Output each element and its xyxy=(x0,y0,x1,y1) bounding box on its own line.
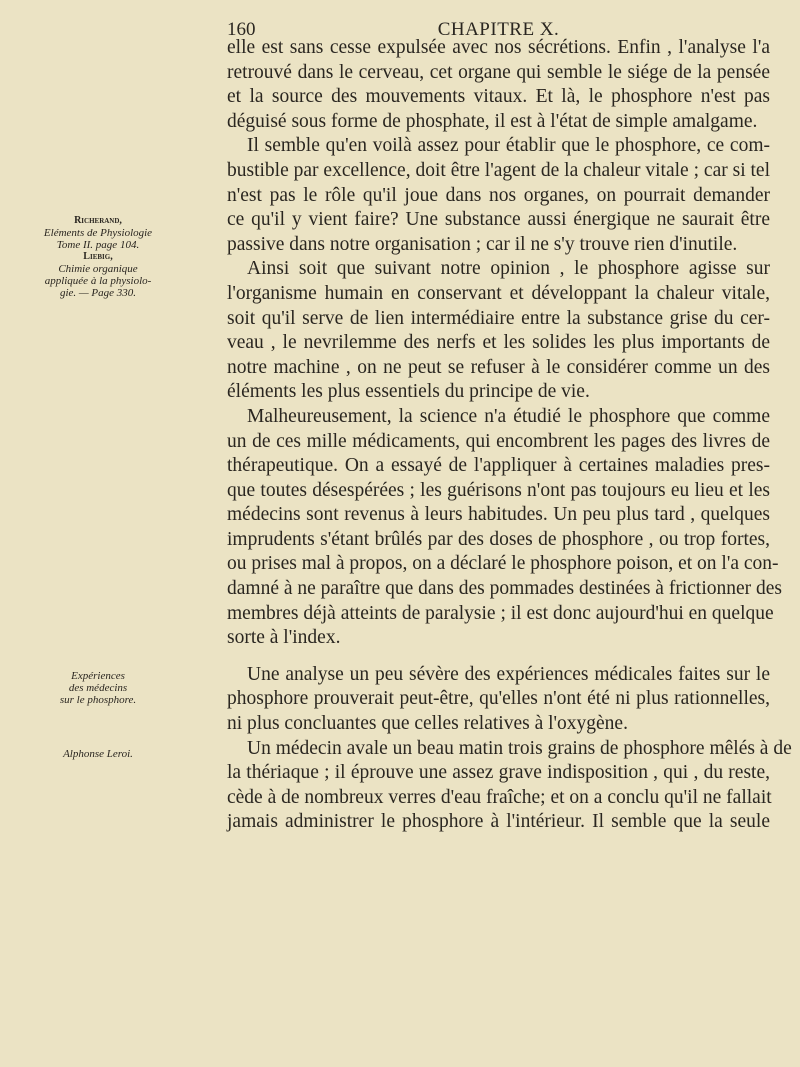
text-line: bustible par excellence, doit être l'agent de la chaleur vitale ; car si tel xyxy=(227,159,770,181)
text-line: ce qu'il y vient faire? Une substance aussi énergique ne saurait être xyxy=(227,209,770,231)
text-line: elle est sans cesse expulsée avec nos sécrétions. Enfin , l'analyse l'a xyxy=(227,37,770,58)
text-line: passive dans notre organisation ; car il ne s'y trouve rien d'inutile. xyxy=(227,233,738,255)
margin-note-experiences xyxy=(28,670,168,706)
text-line: cède à de nombreux verres d'eau fraîche; et on a conclu qu'il ne fallait xyxy=(227,786,772,808)
paragraph xyxy=(227,663,770,737)
text-line: soit qu'il serve de lien intermédiaire entre la substance grise du cer- xyxy=(227,307,770,329)
text-line: n'est pas le rôle qu'il joue dans nos organes, on pourrait demander xyxy=(227,184,770,206)
note-line: sur le phosphore. xyxy=(59,694,137,706)
note-line: Richerand, xyxy=(74,215,122,226)
note-line: Liebig, xyxy=(83,251,113,262)
note-line: Tome II. page 104. xyxy=(56,239,140,251)
text-line: Malheureusement, la science n'a étudié le phosphore que comme xyxy=(247,405,770,427)
text-line: déguisé sous forme de phosphate, il est à l'état de simple amalgame. xyxy=(227,110,758,132)
text-line: jamais administrer le phosphore à l'intérieur. Il semble que la seule xyxy=(227,811,770,833)
text-line: sorte à l'index. xyxy=(227,627,341,649)
text-line: l'organisme humain en conservant et développant la chaleur vitale, xyxy=(227,282,770,304)
text-line: que toutes désespérées ; les guérisons n'ont pas toujours eu lieu et les xyxy=(227,479,770,501)
text-line: phosphore prouverait peut-être, qu'elles n'ont été ni plus rationnelles, xyxy=(227,688,770,710)
text-line: Ainsi soit que suivant notre opinion , le phosphore agisse sur xyxy=(247,258,770,280)
paragraph xyxy=(227,134,770,257)
text-line: ou prises mal à propos, on a déclaré le phosphore poison, et on l'a con- xyxy=(227,553,779,575)
chapter-title: CHAPITRE X. xyxy=(437,19,560,40)
text-line: notre machine , on ne peut se refuser à le considérer comme un des xyxy=(227,356,770,378)
note-line: Expériences xyxy=(71,670,125,682)
text-line: thérapeutique. On a essayé de l'appliquer à certaines maladies pres- xyxy=(227,455,770,477)
paragraph xyxy=(227,257,770,405)
text-line: Il semble qu'en voilà assez pour établir que le phosphore, ce com- xyxy=(247,135,770,157)
note-line: gie. — Page 330. xyxy=(59,287,137,299)
body-text xyxy=(227,36,792,835)
paragraph xyxy=(227,36,770,134)
text-line: médecins sont revenus à leurs habitudes. Un peu plus tard , quelques xyxy=(227,504,770,526)
paragraph xyxy=(227,405,782,651)
text-line: ni plus concluantes que celles relatives à l'oxygène. xyxy=(227,713,628,735)
text-line: imprudents s'étant brûlés par des doses de phosphore , ou trop fortes, xyxy=(227,528,770,550)
text-line: Un médecin avale un beau matin trois grains de phosphore mêlés à de xyxy=(247,737,792,759)
note-line: appliquée à la physiolo- xyxy=(44,275,152,287)
text-line: damné à ne paraître que dans des pommades destinées à frictionner des xyxy=(227,578,782,600)
note-line: Alphonse Leroi. xyxy=(63,748,133,760)
text-line: membres déjà atteints de paralysie ; il est donc aujourd'hui en quelque xyxy=(227,602,774,624)
section-gap xyxy=(227,651,770,663)
note-line: des médecins xyxy=(68,682,128,694)
margin-note-references xyxy=(28,215,168,299)
text-line: un de ces mille médicaments, qui encombrent les pages des livres de xyxy=(227,430,770,452)
text-line: Une analyse un peu sévère des expériences médicales faites sur le xyxy=(247,663,770,685)
text-line: veau , le nevrilemme des nerfs et les solides les plus importants de xyxy=(227,332,770,354)
text-line: la thériaque ; il éprouve une assez grave indisposition , qui , du reste, xyxy=(227,762,770,784)
page-number: 160 xyxy=(227,19,256,40)
margin-note-leroi xyxy=(28,748,168,760)
note-line: Chimie organique xyxy=(58,263,138,275)
paragraph xyxy=(227,737,792,835)
note-line: Eléments de Physiologie xyxy=(43,227,153,239)
text-line: et la source des mouvements vitaux. Et là, le phosphore n'est pas xyxy=(227,86,770,108)
text-line: éléments les plus essentiels du principe de vie. xyxy=(227,381,590,403)
text-line: retrouvé dans le cerveau, cet organe qui semble le siége de la pensée xyxy=(227,61,770,83)
